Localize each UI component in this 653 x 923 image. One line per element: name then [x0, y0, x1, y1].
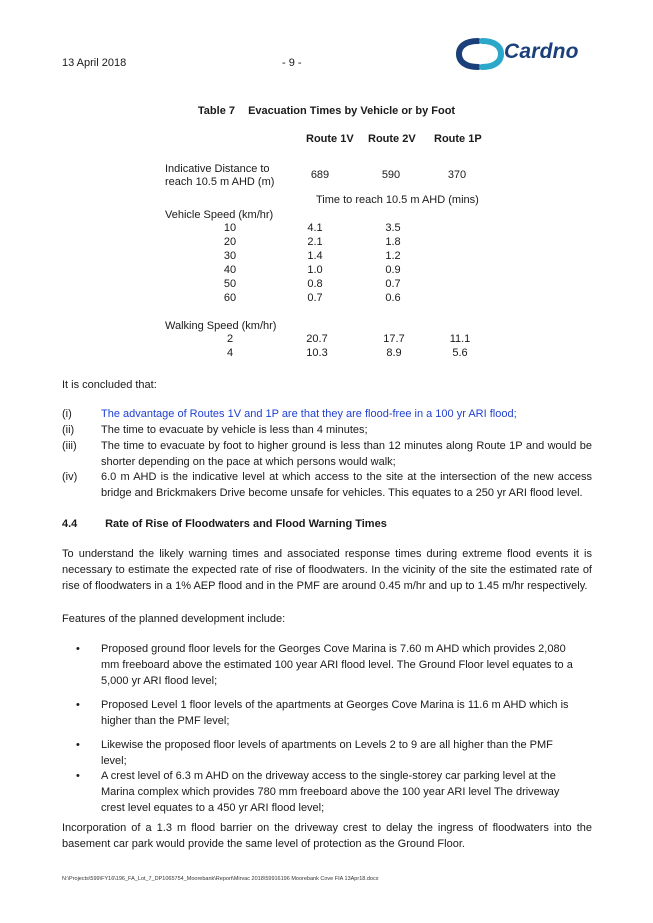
section-number: 4.4	[62, 518, 78, 530]
section-paragraph: To understand the likely warning times and associated response times during extreme flood events it is necessary to estimate the expected rate of rise of floodwaters. In the vicinity of the site the estimated rate of rise of floodwaters in a 1% AEP flood and in the PMF are around 0.45 m/hr and up to 1.45 m/hr respectively.	[62, 548, 592, 592]
walking-speed-label: Walking Speed (km/hr)	[165, 320, 277, 332]
walking-time-2v: 17.7	[383, 333, 405, 345]
section-heading	[62, 518, 387, 530]
distance-label-line1: Indicative Distance to	[165, 163, 270, 175]
vehicle-time-2v: 0.7	[385, 278, 401, 290]
logo-wordmark: Cardno	[504, 40, 579, 63]
bullet-dot: •	[76, 770, 80, 782]
section-title: Rate of Rise of Floodwaters and Flood Warning Times	[105, 518, 387, 530]
conclusion-marker: (ii)	[62, 424, 75, 436]
vehicle-time-2v: 0.9	[385, 264, 401, 276]
cardno-logo-icon	[456, 38, 504, 70]
vehicle-speed-label: Vehicle Speed (km/hr)	[165, 209, 274, 221]
col-head-route-2v: Route 2V	[368, 133, 416, 145]
bullet-dot: •	[76, 643, 80, 655]
col-head-route-1p: Route 1P	[434, 133, 482, 145]
conclusion-text: The time to evacuate by vehicle is less than 4 minutes;	[101, 424, 368, 436]
vehicle-time-2v: 3.5	[385, 222, 401, 234]
vehicle-time-1v: 0.7	[307, 292, 323, 304]
distance-label-line2: reach 10.5 m AHD (m)	[165, 176, 275, 188]
closing-paragraph: Incorporation of a 1.3 m flood barrier on the driveway crest to delay the ingress of floodwaters into the basement car park would provide the same level of protection as the Ground Floor.	[62, 822, 592, 850]
footer-file-path: N:\Projects\599\FY16\196_FA_Lot_7_DP1065754_Moorebank\Report\Mirvac 2018\59916196 Moorebank Cove FIA 13Apr18.docx	[62, 876, 379, 882]
walking-time-1v: 20.7	[306, 333, 328, 345]
walking-time-1v: 10.3	[306, 347, 328, 359]
vehicle-time-1v: 1.0	[307, 264, 323, 276]
conclusion-marker: (iii)	[62, 440, 77, 452]
vehicle-speed: 60	[223, 292, 237, 304]
vehicle-time-1v: 2.1	[307, 236, 323, 248]
walking-speed: 2	[226, 333, 234, 345]
cardno-logo	[456, 38, 616, 70]
vehicle-speed: 50	[223, 278, 237, 290]
conclusion-marker: (iv)	[62, 471, 78, 483]
table-caption: Evacuation Times by Vehicle or by Foot	[248, 105, 456, 117]
features-intro: Features of the planned development include:	[62, 613, 286, 625]
vehicle-time-1v: 0.8	[307, 278, 323, 290]
time-caption: Time to reach 10.5 m AHD (mins)	[316, 194, 479, 206]
bullet-dot: •	[76, 699, 80, 711]
distance-route-1p: 370	[447, 169, 467, 181]
table-title	[0, 105, 653, 117]
vehicle-speed: 20	[223, 236, 237, 248]
col-head-route-1v: Route 1V	[306, 133, 354, 145]
conclusion-marker: (i)	[62, 408, 72, 420]
conclusion-text: The time to evacuate by foot to higher ground is less than 12 minutes along Route 1P and would be shorter depending on the pace at which persons would walk;	[101, 440, 592, 468]
vehicle-time-2v: 1.2	[385, 250, 401, 262]
conclusion-text: 6.0 m AHD is the indicative level at which access to the site at the intersection of the new access bridge and Brickmakers Drive become unsafe for vehicles. This equates to a 250 yr ARI flood level.	[101, 471, 592, 499]
vehicle-speed: 30	[223, 250, 237, 262]
feature-text: Proposed ground floor levels for the Georges Cove Marina is 7.60 m AHD which provides 2,080 mm freeboard above the estimated 100 year ARI flood level. The Ground Floor level equates to a 5,000 yr ARI flood level;	[101, 643, 573, 687]
page-number: - 9 -	[282, 57, 302, 69]
conclusion-intro: It is concluded that:	[62, 379, 157, 391]
vehicle-time-2v: 0.6	[385, 292, 401, 304]
feature-text: Proposed Level 1 floor levels of the apartments at Georges Cove Marina is 11.6 m AHD which is higher than the PMF level;	[101, 699, 569, 727]
feature-text: Likewise the proposed floor levels of apartments on Levels 2 to 9 are all higher than the PMF level;	[101, 739, 553, 767]
vehicle-speed: 40	[223, 264, 237, 276]
conclusion-text: The advantage of Routes 1V and 1P are that they are flood-free in a 100 yr ARI flood;	[101, 408, 517, 420]
header-date: 13 April 2018	[62, 57, 127, 69]
walking-time-1p: 11.1	[449, 333, 471, 345]
vehicle-time-1v: 4.1	[307, 222, 323, 234]
table-number: Table 7	[197, 105, 235, 117]
walking-speed: 4	[226, 347, 234, 359]
bullet-dot: •	[76, 739, 80, 751]
vehicle-time-1v: 1.4	[307, 250, 323, 262]
vehicle-time-2v: 1.8	[385, 236, 401, 248]
feature-text: A crest level of 6.3 m AHD on the driveway access to the single-storey car parking level at the Marina complex which provides 780 mm freeboard above the 100 year ARI level The driveway crest level equates to a 450 yr ARI flood level;	[101, 770, 560, 814]
walking-time-1p: 5.6	[452, 347, 468, 359]
distance-route-2v: 590	[381, 169, 401, 181]
walking-time-2v: 8.9	[386, 347, 402, 359]
vehicle-speed: 10	[223, 222, 237, 234]
distance-route-1v: 689	[310, 169, 330, 181]
